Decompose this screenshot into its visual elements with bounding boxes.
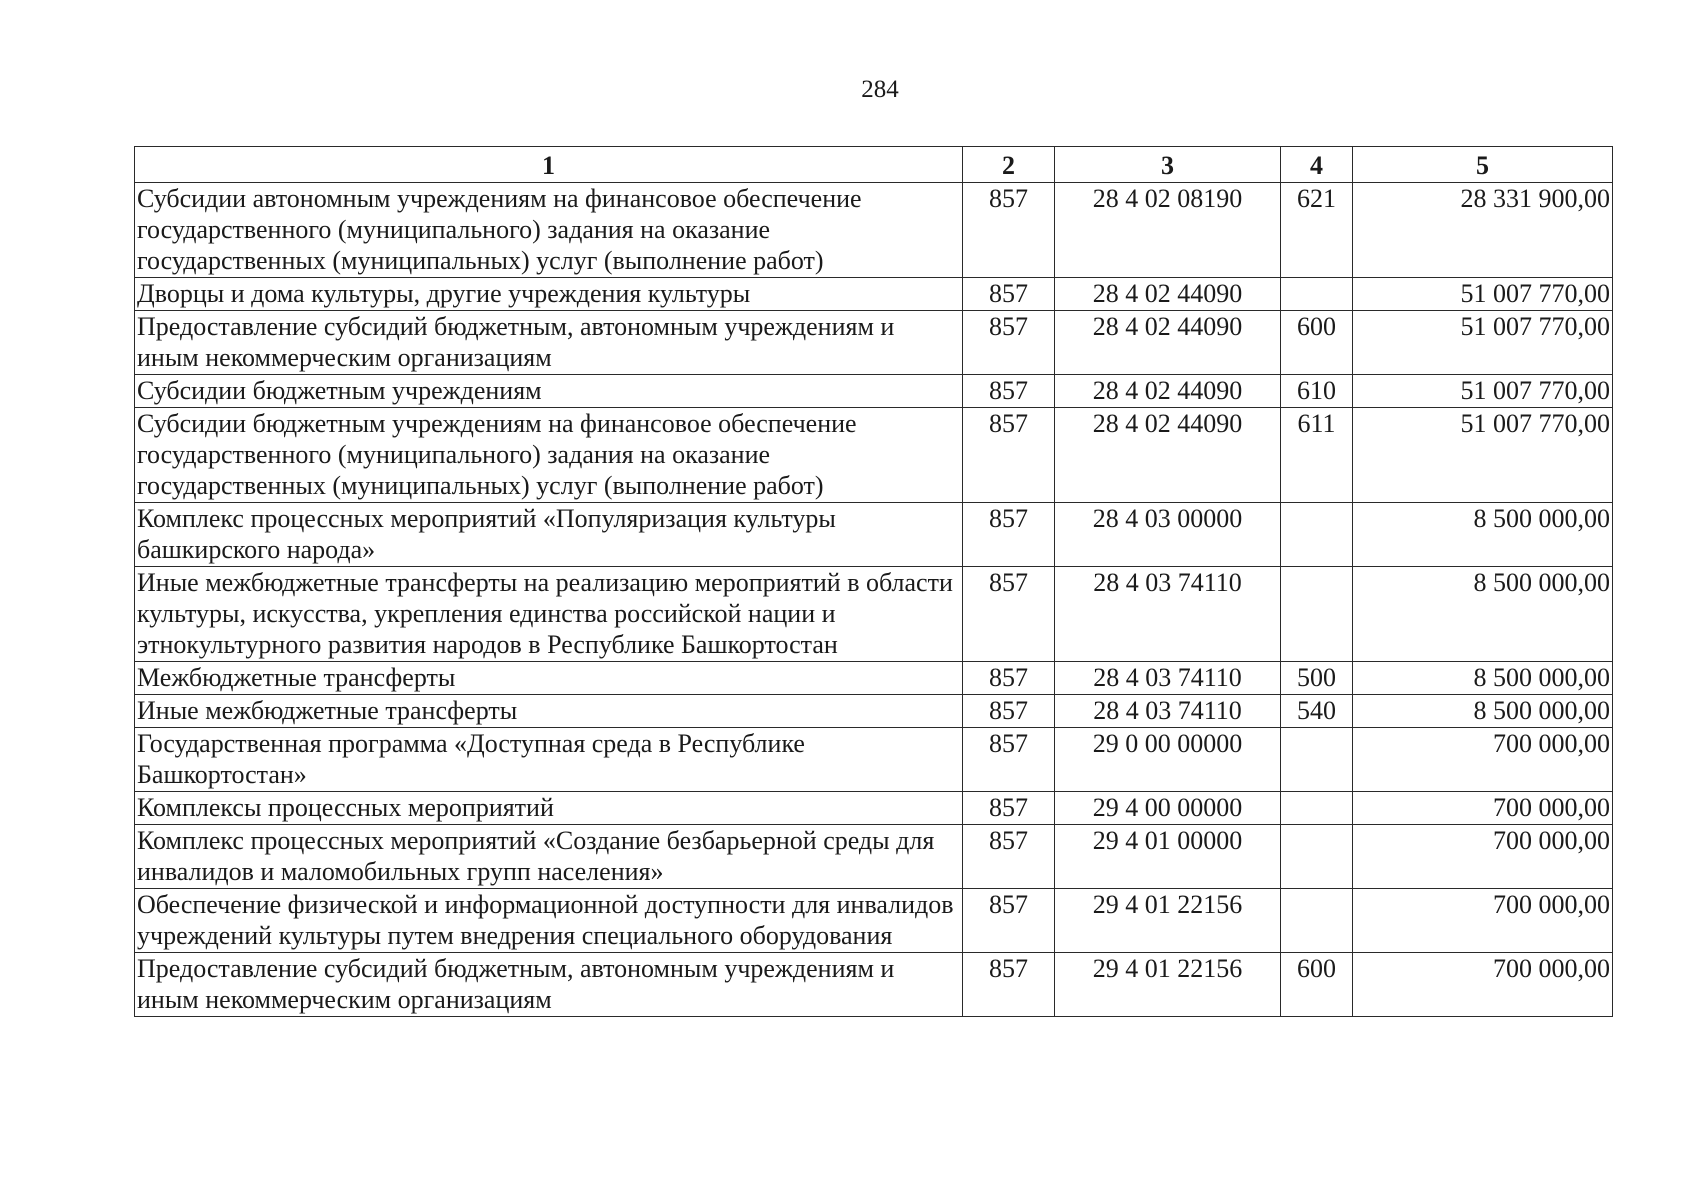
row-csr-cell: 28 4 02 44090: [1055, 278, 1281, 311]
row-csr-cell: 29 4 01 22156: [1055, 953, 1281, 1017]
row-ved-cell: 857: [963, 375, 1055, 408]
row-ved-cell: 857: [963, 662, 1055, 695]
table-row: [135, 567, 1613, 662]
row-vr-cell: [1281, 889, 1353, 953]
row-ved-cell: 857: [963, 408, 1055, 503]
row-ved-cell: 857: [963, 825, 1055, 889]
budget-table: [134, 146, 1613, 1017]
row-ved-cell: 857: [963, 889, 1055, 953]
table-row: [135, 792, 1613, 825]
row-sum-cell: 8 500 000,00: [1353, 662, 1613, 695]
table-row: [135, 695, 1613, 728]
row-vr-cell: 540: [1281, 695, 1353, 728]
row-name-cell: Субсидии бюджетным учреждениям: [135, 375, 963, 408]
table-row: [135, 408, 1613, 503]
table-row: [135, 375, 1613, 408]
row-sum-cell: 700 000,00: [1353, 953, 1613, 1017]
row-csr-cell: 29 0 00 00000: [1055, 728, 1281, 792]
row-vr-cell: 600: [1281, 311, 1353, 375]
row-csr-cell: 28 4 03 74110: [1055, 695, 1281, 728]
row-ved-cell: 857: [963, 311, 1055, 375]
table-row: [135, 889, 1613, 953]
row-name-cell: Межбюджетные трансферты: [135, 662, 963, 695]
row-vr-cell: 600: [1281, 953, 1353, 1017]
row-csr-cell: 29 4 01 22156: [1055, 889, 1281, 953]
table-row: [135, 503, 1613, 567]
row-name-cell: Дворцы и дома культуры, другие учреждения культуры: [135, 278, 963, 311]
row-sum-cell: 700 000,00: [1353, 728, 1613, 792]
budget-table-body: [135, 147, 1613, 1017]
row-name-cell: Предоставление субсидий бюджетным, автономным учреждениям и иным некоммерческим организациям: [135, 311, 963, 375]
column-header-2: 2: [963, 147, 1055, 183]
row-vr-cell: 610: [1281, 375, 1353, 408]
table-row: [135, 825, 1613, 889]
row-csr-cell: 28 4 02 44090: [1055, 408, 1281, 503]
row-vr-cell: 611: [1281, 408, 1353, 503]
row-sum-cell: 51 007 770,00: [1353, 278, 1613, 311]
column-header-4: 4: [1281, 147, 1353, 183]
row-name-cell: Комплекс процессных мероприятий «Популяризация культуры башкирского народа»: [135, 503, 963, 567]
row-name-cell: Обеспечение физической и информационной доступности для инвалидов учреждений культуры путем внедрения специального оборудования: [135, 889, 963, 953]
row-vr-cell: 500: [1281, 662, 1353, 695]
row-name-cell: Иные межбюджетные трансферты: [135, 695, 963, 728]
table-row: [135, 662, 1613, 695]
row-vr-cell: [1281, 792, 1353, 825]
row-name-cell: Иные межбюджетные трансферты на реализацию мероприятий в области культуры, искусства, укрепления единства российской нации и этнокультурного развития народов в Республике Башкортостан: [135, 567, 963, 662]
row-ved-cell: 857: [963, 278, 1055, 311]
row-csr-cell: 28 4 03 74110: [1055, 662, 1281, 695]
row-sum-cell: 700 000,00: [1353, 825, 1613, 889]
row-sum-cell: 51 007 770,00: [1353, 408, 1613, 503]
row-vr-cell: [1281, 567, 1353, 662]
row-vr-cell: [1281, 728, 1353, 792]
row-sum-cell: 700 000,00: [1353, 792, 1613, 825]
row-csr-cell: 28 4 02 44090: [1055, 311, 1281, 375]
row-ved-cell: 857: [963, 953, 1055, 1017]
row-sum-cell: 8 500 000,00: [1353, 503, 1613, 567]
row-ved-cell: 857: [963, 503, 1055, 567]
row-sum-cell: 51 007 770,00: [1353, 375, 1613, 408]
row-vr-cell: [1281, 503, 1353, 567]
table-row: [135, 278, 1613, 311]
row-csr-cell: 28 4 02 08190: [1055, 183, 1281, 278]
row-name-cell: Субсидии бюджетным учреждениям на финансовое обеспечение государственного (муниципального) задания на оказание государственных (муниципальных) услуг (выполнение работ): [135, 408, 963, 503]
row-ved-cell: 857: [963, 567, 1055, 662]
table-header-row: [135, 147, 1613, 183]
row-csr-cell: 28 4 03 00000: [1055, 503, 1281, 567]
row-name-cell: Комплекс процессных мероприятий «Создание безбарьерной среды для инвалидов и маломобильных групп населения»: [135, 825, 963, 889]
page-number: 284: [861, 76, 899, 103]
row-sum-cell: 700 000,00: [1353, 889, 1613, 953]
row-sum-cell: 28 331 900,00: [1353, 183, 1613, 278]
table-row: [135, 728, 1613, 792]
row-ved-cell: 857: [963, 792, 1055, 825]
row-sum-cell: 8 500 000,00: [1353, 567, 1613, 662]
row-vr-cell: [1281, 278, 1353, 311]
column-header-3: 3: [1055, 147, 1281, 183]
row-sum-cell: 8 500 000,00: [1353, 695, 1613, 728]
row-name-cell: Субсидии автономным учреждениям на финансовое обеспечение государственного (муниципального) задания на оказание государственных (муниципальных) услуг (выполнение работ): [135, 183, 963, 278]
row-name-cell: Комплексы процессных мероприятий: [135, 792, 963, 825]
table-row: [135, 953, 1613, 1017]
row-csr-cell: 28 4 03 74110: [1055, 567, 1281, 662]
table-row: [135, 311, 1613, 375]
row-sum-cell: 51 007 770,00: [1353, 311, 1613, 375]
row-name-cell: Предоставление субсидий бюджетным, автономным учреждениям и иным некоммерческим организациям: [135, 953, 963, 1017]
row-vr-cell: [1281, 825, 1353, 889]
row-vr-cell: 621: [1281, 183, 1353, 278]
row-ved-cell: 857: [963, 728, 1055, 792]
row-name-cell: Государственная программа «Доступная среда в Республике Башкортостан»: [135, 728, 963, 792]
row-csr-cell: 29 4 01 00000: [1055, 825, 1281, 889]
row-csr-cell: 29 4 00 00000: [1055, 792, 1281, 825]
table-row: [135, 183, 1613, 278]
row-ved-cell: 857: [963, 695, 1055, 728]
row-ved-cell: 857: [963, 183, 1055, 278]
row-csr-cell: 28 4 02 44090: [1055, 375, 1281, 408]
column-header-5: 5: [1353, 147, 1613, 183]
column-header-1: 1: [135, 147, 963, 183]
